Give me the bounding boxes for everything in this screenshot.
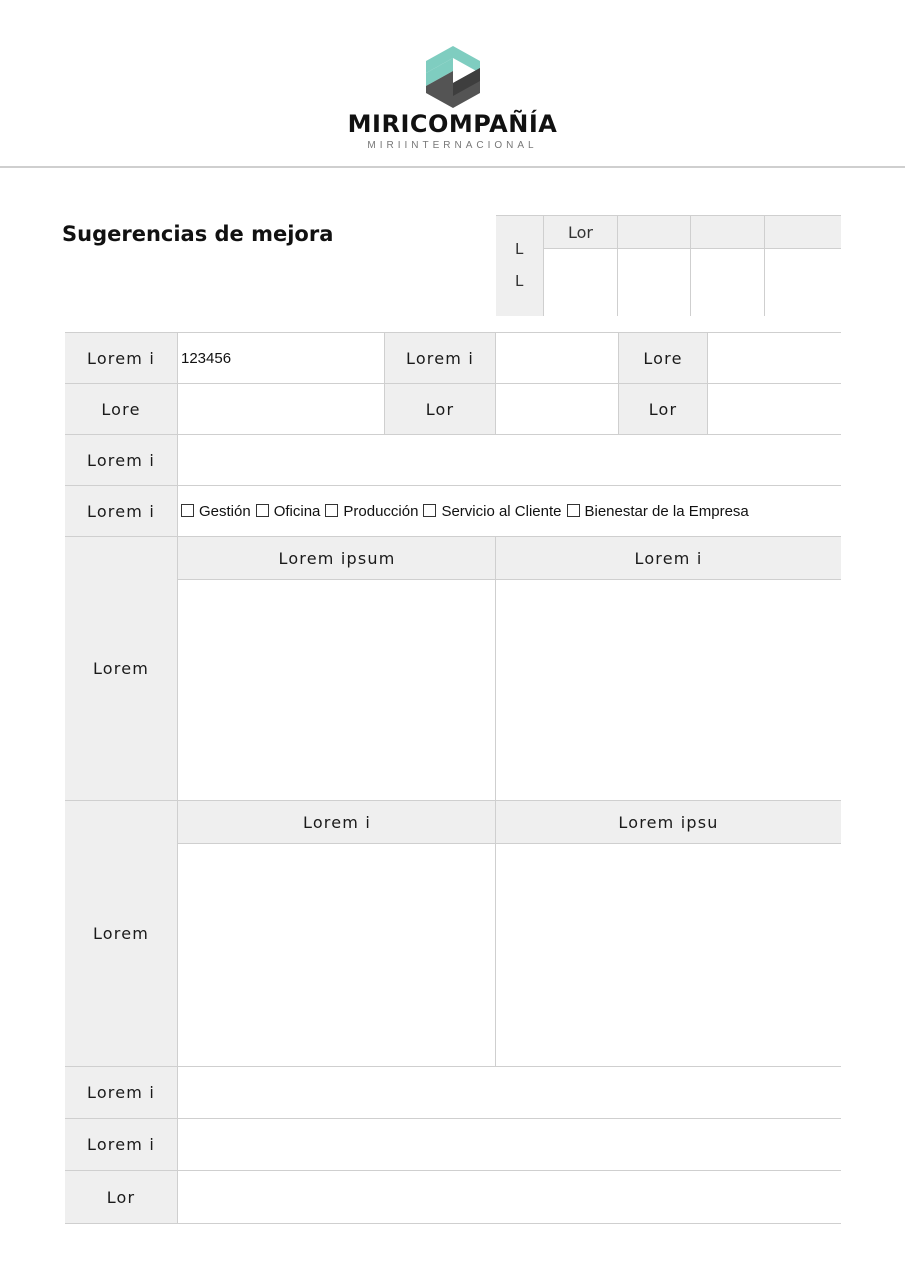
company-logo-icon [424,46,482,108]
field-label: Lorem i [65,333,178,384]
text-field-wide[interactable] [178,1119,841,1170]
field-label: Lorem i [65,435,178,485]
field-label: Lor [385,384,496,434]
form-row [65,485,841,536]
text-field-wide[interactable] [178,1171,841,1224]
approval-signature-cell[interactable] [544,249,618,316]
form-row [65,1170,841,1223]
approval-signature-cell[interactable] [618,249,691,316]
checkbox-icon[interactable] [423,504,436,517]
id-field[interactable]: 123456 [178,333,385,384]
field-label: Lorem i [65,486,178,536]
field-label: Lore [65,384,178,434]
checkbox-label: Gestión [199,502,251,520]
approval-signature-cell[interactable] [691,249,765,316]
form-row [65,332,841,383]
form-section [65,800,841,1066]
checkbox-label: Bienestar de la Empresa [584,502,749,520]
brand-tagline: MIRIINTERNACIONAL [367,140,538,151]
checkbox-option[interactable] [423,503,561,520]
form-row [65,1066,841,1118]
column-header: Lorem ipsum [178,537,496,580]
column-header: Lorem i [496,537,841,580]
column-header: Lorem i [178,801,496,844]
checkbox-icon[interactable] [181,504,194,517]
field-label: Lorem i [385,333,496,384]
textarea-right[interactable] [496,581,841,800]
section-label: Lorem [65,537,178,800]
field-label: Lor [65,1171,178,1224]
checkbox-label: Oficina [273,502,321,520]
textarea-left[interactable] [178,845,495,1066]
field-label: Lor [619,384,708,434]
checkbox-icon[interactable] [256,504,269,517]
approval-signature-cell[interactable] [765,249,841,316]
section-label: Lorem [65,801,178,1066]
checkbox-icon[interactable] [567,504,580,517]
textarea-right[interactable] [496,845,841,1066]
form-row [65,1118,841,1170]
suggestion-form [65,332,841,1224]
checkbox-option[interactable] [567,503,749,520]
textarea-left[interactable] [178,581,495,800]
approval-side-label: L [515,272,524,290]
text-field[interactable] [708,333,841,384]
text-field-wide[interactable] [178,1067,841,1118]
approval-header-empty [691,216,765,249]
form-row [65,434,841,485]
checkbox-option[interactable] [181,503,251,520]
text-field[interactable] [178,384,385,434]
approval-header: Lor [544,216,618,249]
column-header: Lorem ipsu [496,801,841,844]
approval-side-labels [496,216,544,316]
header-divider [0,166,905,168]
checkbox-label: Servicio al Cliente [441,502,562,520]
form-row [65,383,841,434]
form-bottom-border [65,1223,841,1224]
page-title: Sugerencias de mejora [62,222,334,246]
field-label: Lorem i [65,1119,178,1170]
text-field[interactable] [708,384,841,434]
brand-name: MIRICOMPAÑÍA [347,110,558,138]
text-field[interactable] [496,333,619,384]
checkbox-option[interactable] [256,503,321,520]
approval-header-empty [618,216,691,249]
approval-table [496,215,841,316]
checkbox-icon[interactable] [325,504,338,517]
checkbox-label: Producción [343,502,419,520]
area-checkbox-group [178,486,841,536]
text-field[interactable] [496,384,619,434]
approval-side-label: L [515,240,524,258]
text-field-wide[interactable] [178,435,841,485]
checkbox-option[interactable] [325,503,418,520]
approval-header-empty [765,216,841,249]
field-label: Lorem i [65,1067,178,1118]
field-label: Lore [619,333,708,384]
form-section [65,536,841,800]
